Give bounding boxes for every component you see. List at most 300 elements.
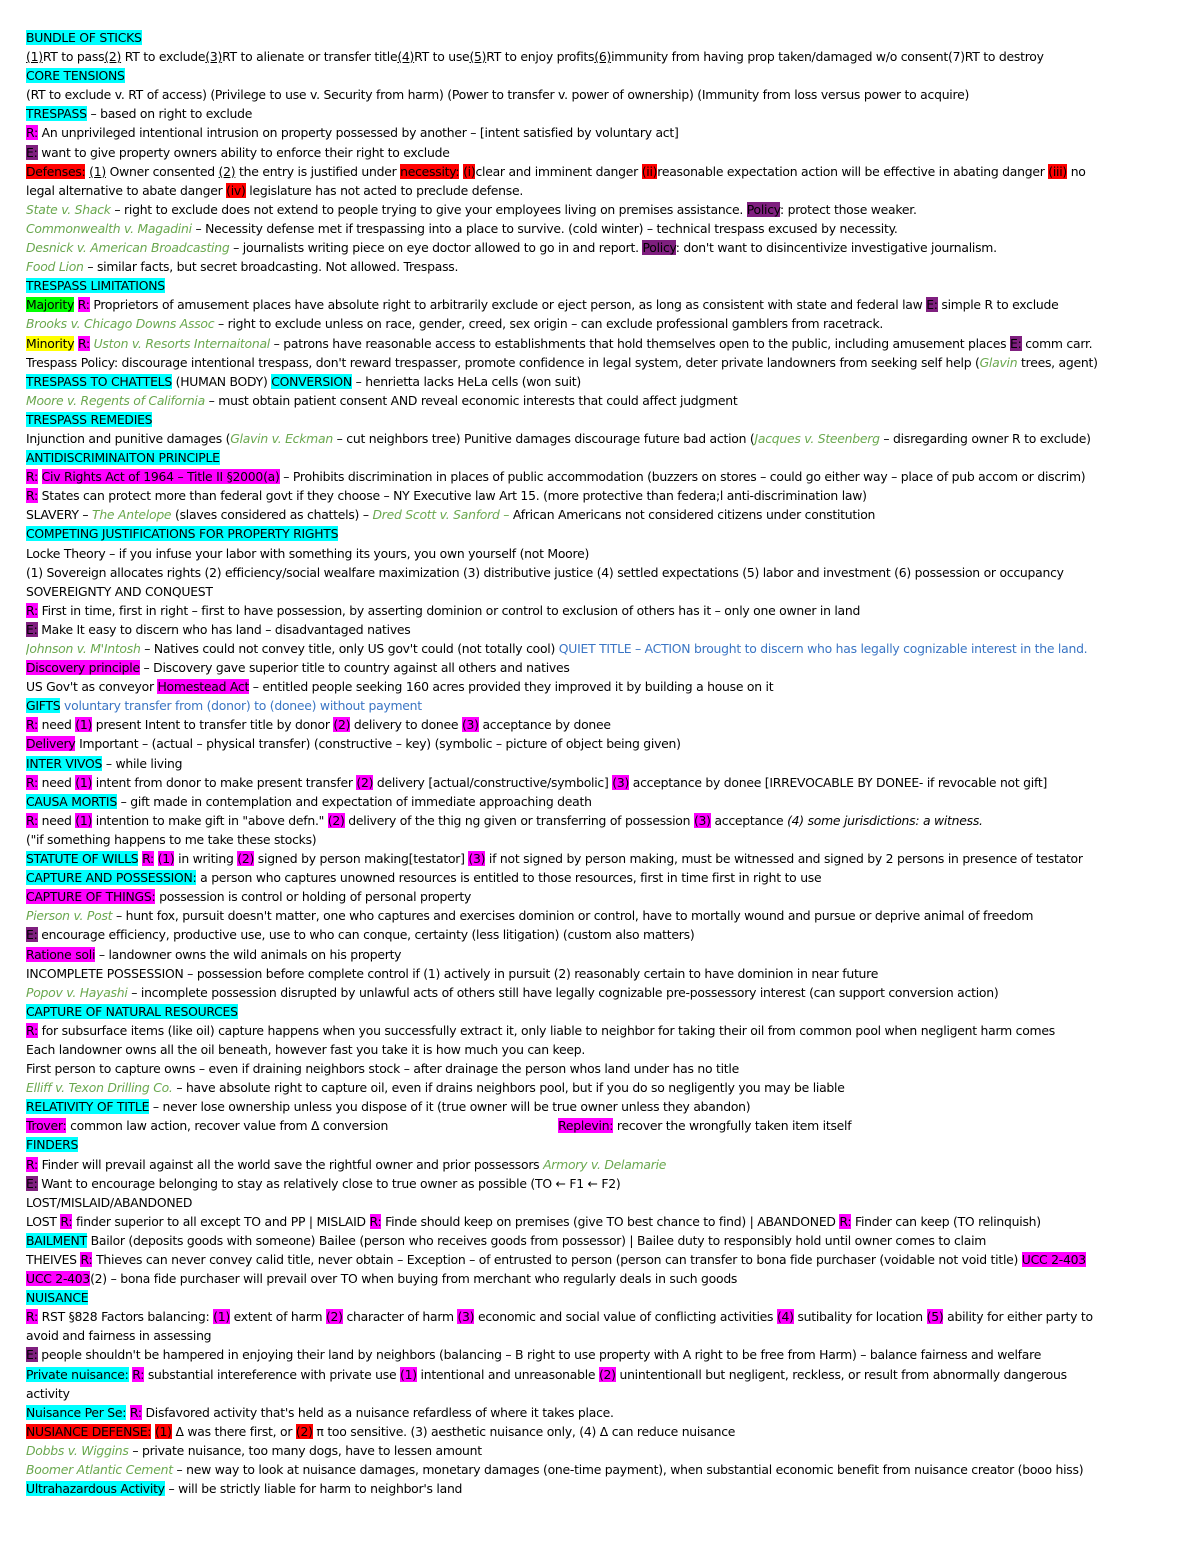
text-run: – cut neighbors tree) Punitive damages discourage future bad action ( bbox=[332, 430, 755, 446]
highlight-label: R: bbox=[26, 774, 38, 790]
text-run: Finde should keep on premises (give TO best chance to find) | ABANDONED bbox=[381, 1213, 840, 1229]
outline-line bbox=[26, 1021, 1176, 1040]
text-run: (2) – bona fide purchaser will prevail over TO when buying from merchant who regularly deals in such goods bbox=[90, 1271, 738, 1287]
text-run: acceptance by donee [IRREVOCABLE BY DONEE- if revocable not gift] bbox=[629, 774, 1048, 790]
section-heading: Ultrahazardous Activity bbox=[26, 1481, 165, 1497]
outline-line bbox=[26, 505, 1176, 524]
section-heading: Private nuisance: bbox=[26, 1366, 129, 1382]
text-run: unintentionall but negligent, reckless, or result from abnormally dangerous bbox=[615, 1366, 1067, 1382]
highlight-label: (3) bbox=[693, 812, 711, 828]
text-run: acceptance by donee bbox=[478, 717, 611, 733]
outline-line bbox=[26, 257, 1176, 276]
text-run: (HUMAN BODY) bbox=[171, 373, 272, 389]
case-name: Johnson v. M'Intosh bbox=[26, 641, 141, 656]
text-run: Δ was there first, or bbox=[171, 1423, 296, 1439]
highlight-label: Policy bbox=[642, 240, 676, 256]
text-run: extent of harm bbox=[229, 1309, 326, 1325]
case-name: Desnick v. American Broadcasting bbox=[26, 240, 230, 256]
outline-line bbox=[26, 1078, 1176, 1097]
highlight-label: (2) bbox=[356, 774, 374, 790]
outline-line bbox=[26, 1212, 1176, 1231]
outline-line bbox=[26, 1422, 1176, 1441]
text-run: encourage efficiency, productive use, use to who can conque, certainty (less litigation) (custom also matters) bbox=[37, 927, 695, 943]
outline-line bbox=[26, 734, 1176, 753]
case-name: Moore v. Regents of California bbox=[26, 392, 205, 408]
outline-line bbox=[26, 1135, 1176, 1154]
case-name: Glavin bbox=[979, 354, 1018, 370]
highlight-label: R: bbox=[77, 297, 90, 313]
text-run: intention to make gift in "above defn." bbox=[92, 812, 328, 828]
text-run: Bailor (deposits goods with someone) Bailee (person who receives goods from possessor) | Bailee duty to responsibly hold until owner comes to claim bbox=[86, 1232, 987, 1248]
highlight-label: (1) bbox=[75, 774, 93, 790]
text-run: legislature has not acted to preclude defense. bbox=[245, 182, 524, 198]
text-run: – landowner owns the wild animals on his property bbox=[95, 946, 402, 962]
text-run: First in time, first in right – first to have possession, by asserting dominion or control to exclusion of others has it – only one owner in land bbox=[37, 602, 861, 618]
outline-line bbox=[26, 601, 1176, 620]
highlight-label: R: bbox=[26, 602, 38, 618]
text-run: Locke Theory – if you infuse your labor with something its yours, you own yourself (not Moore) bbox=[26, 545, 590, 561]
text-run: RT to pass bbox=[42, 49, 105, 65]
text-run: Disfavored activity that's held as a nuisance refardless of where it takes place. bbox=[141, 1404, 614, 1420]
text-run: (1) Sovereign allocates rights (2) efficiency/social wealfare maximization (3) distributive justice (4) settled expectations (5) labor and investment (6) possession or occupancy bbox=[26, 564, 1064, 580]
highlight-label: Policy bbox=[746, 201, 780, 217]
case-name: Glavin v. Eckman bbox=[230, 430, 333, 446]
section-heading: TRESPASS REMEDIES bbox=[26, 411, 153, 427]
outline-line bbox=[26, 1479, 1176, 1498]
outline-line bbox=[26, 1269, 1176, 1288]
case-name: Boomer Atlantic Cement bbox=[26, 1462, 173, 1478]
highlight-label: Trover: bbox=[26, 1118, 67, 1134]
text-run: activity bbox=[26, 1385, 70, 1401]
outline-line bbox=[26, 925, 1176, 944]
outline-line bbox=[26, 47, 1176, 66]
outline-line bbox=[26, 1441, 1176, 1460]
outline-line bbox=[26, 181, 1176, 200]
text-run: – similar facts, but secret broadcasting. Not allowed. Trespass. bbox=[83, 259, 459, 275]
text-run: SLAVERY – bbox=[26, 507, 92, 523]
text-run: – right to exclude unless on race, gender, creed, sex origin – can exclude professional gamblers from racetrack. bbox=[214, 316, 884, 332]
highlight-label: R: bbox=[129, 1404, 142, 1420]
text-run: Important – (actual – physical transfer) (constructive – key) (symbolic – picture of object being given) bbox=[75, 736, 681, 752]
text-run: RT to use bbox=[414, 49, 470, 65]
text-run: for subsurface items (like oil) capture happens when you successfully extract it, only liable to neighbor for taking their oil from common pool when negligent harm comes bbox=[37, 1022, 1055, 1038]
text-run: RT to enjoy profits bbox=[486, 49, 595, 65]
highlight-label: (3) bbox=[468, 851, 486, 867]
outline-line bbox=[26, 658, 1176, 677]
section-heading: ANTIDISCRIMINAITON PRINCIPLE bbox=[26, 450, 220, 466]
text-run: US Gov't as conveyor bbox=[26, 679, 158, 695]
highlight-label: R: bbox=[26, 1022, 38, 1038]
case-name: Elliff v. Texon Drilling Co. bbox=[26, 1080, 173, 1096]
text-run: – incomplete possession disrupted by unlawful acts of others still have legally cognizable pre-possessory interest (can support conversion action) bbox=[127, 984, 999, 1000]
outline-line bbox=[26, 696, 1176, 715]
text-run: (2) bbox=[218, 163, 236, 179]
outline-line bbox=[26, 467, 1176, 486]
outline-line bbox=[26, 295, 1176, 314]
text-run: – right to exclude does not extend to people trying to give your employees living on premises assistance. bbox=[110, 201, 747, 217]
outline-line bbox=[26, 849, 1176, 868]
outline-line bbox=[26, 1403, 1176, 1422]
section-heading: CORE TENSIONS bbox=[26, 68, 125, 84]
case-name: Pierson v. Post bbox=[26, 908, 113, 924]
outline-line bbox=[26, 1345, 1176, 1364]
outline-line bbox=[26, 773, 1176, 792]
text-run: – gift made in contemplation and expectation of immediate approaching death bbox=[116, 793, 592, 809]
highlight-label: (2) bbox=[333, 717, 351, 733]
text-run: π too sensitive. (3) aesthetic nuisance only, (4) Δ can reduce nuisance bbox=[312, 1423, 736, 1439]
highlight-label: (2) bbox=[295, 1423, 313, 1439]
text-run: simple R to exclude bbox=[937, 297, 1059, 313]
outline-line bbox=[26, 486, 1176, 505]
highlight-label: E: bbox=[26, 1347, 38, 1363]
highlight-label: (5) bbox=[926, 1309, 944, 1325]
highlight-label: R: bbox=[132, 1366, 145, 1382]
outline-line bbox=[26, 524, 1176, 543]
outline-line bbox=[26, 544, 1176, 563]
section-heading: CAPTURE AND POSSESSION: bbox=[26, 870, 197, 886]
section-heading: BAILMENT bbox=[26, 1232, 87, 1248]
text-run: trees, agent) bbox=[1017, 354, 1098, 370]
highlight-label: E: bbox=[26, 1175, 38, 1191]
text-run: want to give property owners ability to enforce their right to exclude bbox=[37, 144, 450, 160]
highlight-label: (1) bbox=[75, 812, 93, 828]
outline-line bbox=[26, 1460, 1176, 1479]
section-heading: CAUSA MORTIS bbox=[26, 793, 117, 809]
text-run: – based on right to exclude bbox=[86, 106, 253, 122]
text-run: ("if something happens to me take these stocks) bbox=[26, 831, 317, 847]
outline-line bbox=[26, 792, 1176, 811]
text-run: LOST bbox=[26, 1213, 61, 1229]
text-run: immunity from having prop taken/damaged w/o consent(7)RT to destroy bbox=[611, 49, 1044, 65]
outline-line bbox=[26, 1155, 1176, 1174]
text-run: recover the wrongfully taken item itself bbox=[613, 1118, 852, 1134]
outline-line bbox=[26, 1116, 1176, 1135]
text-run: INCOMPLETE POSSESSION – possession before complete control if (1) actively in pursuit (2) reasonably certain to have dominion in near future bbox=[26, 965, 879, 981]
highlight-label: (iii) bbox=[1048, 163, 1068, 179]
outline-line bbox=[26, 1193, 1176, 1212]
text-run: – private nuisance, too many dogs, have to lessen amount bbox=[128, 1442, 482, 1458]
highlight-label: (1) bbox=[400, 1366, 417, 1382]
highlight-label: Majority bbox=[26, 297, 75, 313]
highlight-label: CAPTURE OF THINGS: bbox=[26, 889, 156, 905]
text-run: Proprietors of amusement places have absolute right to arbitrarily exclude or eject person, as long as consistent with state and federal law bbox=[89, 297, 927, 313]
text-run: (1) bbox=[26, 49, 43, 65]
case-name: Armory v. Delamarie bbox=[543, 1156, 667, 1172]
text-run: present Intent to transfer title by donor bbox=[92, 717, 334, 733]
highlight-label: R: bbox=[839, 1213, 852, 1229]
outline-line bbox=[26, 200, 1176, 219]
outline-line bbox=[26, 448, 1176, 467]
outline-line bbox=[26, 238, 1176, 257]
highlight-label: R: bbox=[26, 125, 38, 141]
highlight-label: R: bbox=[26, 1156, 38, 1172]
highlight-label: necessity: bbox=[400, 163, 460, 179]
text-run: delivery to donee bbox=[350, 717, 462, 733]
section-heading: CAPTURE OF NATURAL RESOURCES bbox=[26, 1003, 238, 1019]
text-run: finder superior to all except TO and PP | MISLAID bbox=[72, 1213, 370, 1229]
text-run: Each landowner owns all the oil beneath, however fast you take it is how much you can keep. bbox=[26, 1041, 586, 1057]
text-run: need bbox=[37, 774, 76, 790]
highlight-label: E: bbox=[26, 927, 38, 943]
outline-line bbox=[26, 906, 1176, 925]
text-run: (1) bbox=[89, 163, 106, 179]
text-run: RST §828 Factors balancing: bbox=[37, 1309, 214, 1325]
text-run: SOVEREIGNTY AND CONQUEST bbox=[26, 583, 213, 599]
text-run: character of harm bbox=[342, 1309, 458, 1325]
outline-line bbox=[26, 1250, 1176, 1269]
highlight-label: (ii) bbox=[641, 163, 658, 179]
text-run: – patrons have reasonable access to establishments that hold themselves open to the public, including amusement places bbox=[269, 335, 1010, 351]
text-run: voluntary transfer from (donor) to (donee) without payment bbox=[60, 698, 422, 714]
outline-line bbox=[26, 715, 1176, 734]
text-run: (4) bbox=[397, 49, 415, 65]
text-run: An unprivileged intentional intrusion on property possessed by another – [intent satisfied by voluntary act] bbox=[37, 125, 679, 141]
text-run: – never lose ownership unless you dispose of it (true owner will be true owner unless they abandon) bbox=[149, 1099, 751, 1115]
text-run: – hunt fox, pursuit doesn't matter, one who captures and exercises dominion or control, have to mortally wound and pursue or deprive animal of freedom bbox=[112, 908, 1034, 924]
text-run: intent from donor to make present transfer bbox=[92, 774, 357, 790]
highlight-label: E: bbox=[926, 297, 938, 313]
outline-line bbox=[26, 219, 1176, 238]
text-run: Finder can keep (TO relinquish) bbox=[851, 1213, 1041, 1229]
text-run: clear and imminent danger bbox=[475, 163, 642, 179]
highlight-label: (3) bbox=[461, 717, 479, 733]
text-run: QUIET TITLE – ACTION brought to discern who has legally cognizable interest in the land. bbox=[558, 641, 1088, 656]
outline-line bbox=[26, 1384, 1176, 1403]
section-heading: TRESPASS bbox=[26, 106, 87, 122]
text-run: (6) bbox=[594, 49, 612, 65]
highlight-label: (3) bbox=[457, 1309, 475, 1325]
text-run: (RT to exclude v. RT of access) (Privilege to use v. Security from harm) (Power to transfer v. power of ownership) (Immunity from loss versus power to acquire) bbox=[26, 87, 970, 103]
highlight-label: (2) bbox=[327, 812, 345, 828]
text-run: a person who captures unowned resources is entitled to those resources, first in time first in right to use bbox=[196, 870, 822, 886]
highlight-label: E: bbox=[1009, 335, 1022, 351]
outline-line bbox=[26, 830, 1176, 849]
outline-line bbox=[26, 1326, 1176, 1345]
case-name: Dobbs v. Wiggins bbox=[26, 1442, 129, 1458]
text-run: – have absolute right to capture oil, even if drains neighbors pool, but if you do so negligently you may be liable bbox=[172, 1080, 845, 1096]
text-run: people shouldn't be hampered in enjoying their land by neighbors (balancing – B right to use property with A right to be free from Harm) – balance fairness and welfare bbox=[37, 1347, 1042, 1363]
text-run: if not signed by person making, must be witnessed and signed by 2 persons in presence of testator bbox=[485, 851, 1083, 867]
highlight-label: Delivery bbox=[26, 736, 76, 752]
outline-line bbox=[26, 868, 1176, 887]
text-run: sutibality for location bbox=[793, 1309, 927, 1325]
case-name: Jacques v. Steenberg bbox=[754, 430, 880, 446]
outline-line bbox=[26, 353, 1176, 372]
text-run: need bbox=[37, 717, 76, 733]
text-run: intentional and unreasonable bbox=[416, 1366, 599, 1382]
text-run: Make It easy to discern who has land – disadvantaged natives bbox=[37, 621, 411, 637]
text-run: African Americans not considered citizens under constitution bbox=[509, 507, 876, 523]
outline-line bbox=[26, 1307, 1176, 1326]
text-run: – new way to look at nuisance damages, monetary damages (one-time payment), when substantial economic benefit from nuisance creator (booo hiss) bbox=[172, 1462, 1084, 1478]
text-run: – Prohibits discrimination in places of public accommodation (buzzers on stores – could go either way – place of pub accom or discrim) bbox=[279, 469, 1086, 485]
outline-line bbox=[26, 1288, 1176, 1307]
outline-line bbox=[26, 1231, 1176, 1250]
outline-line bbox=[26, 334, 1176, 353]
text-run: – must obtain patient consent AND reveal economic interests that could affect judgment bbox=[204, 392, 738, 408]
text-run: the entry is justified under bbox=[235, 163, 401, 179]
highlight-label: E: bbox=[26, 144, 38, 160]
text-run: delivery [actual/constructive/symbolic] bbox=[373, 774, 613, 790]
text-run: reasonable expectation action will be effective in abating danger bbox=[657, 163, 1049, 179]
text-run: economic and social value of conflicting activities bbox=[474, 1309, 777, 1325]
text-run: possession is control or holding of personal property bbox=[155, 889, 472, 905]
highlight-label: UCC 2-403 bbox=[26, 1271, 91, 1287]
text-run: RT to exclude bbox=[121, 49, 206, 65]
outline-line bbox=[26, 66, 1176, 85]
outline-line bbox=[26, 582, 1176, 601]
text-run: legal alternative to abate danger bbox=[26, 182, 227, 198]
outline-line bbox=[26, 811, 1176, 830]
text-run: – will be strictly liable for harm to neighbor's land bbox=[164, 1481, 463, 1497]
text-run: need bbox=[37, 812, 76, 828]
text-run: RT to alienate or transfer title bbox=[222, 49, 398, 65]
text-run: THEIVES bbox=[26, 1252, 81, 1267]
section-heading: RELATIVITY OF TITLE bbox=[26, 1099, 150, 1115]
text-run: comm carr. bbox=[1021, 335, 1093, 351]
outline-line bbox=[26, 1174, 1176, 1193]
section-heading: FINDERS bbox=[26, 1137, 79, 1153]
outline-line bbox=[26, 620, 1176, 639]
text-run: – Necessity defense met if trespassing into a place to survive. (cold winter) – technical trespass excused by necessity. bbox=[191, 220, 898, 236]
highlight-label: R: bbox=[26, 488, 38, 504]
highlight-label: UCC 2-403 bbox=[1021, 1252, 1086, 1267]
highlight-label: R: bbox=[26, 812, 38, 828]
text-run: substantial intereference with private use bbox=[144, 1366, 401, 1382]
outline-line bbox=[26, 887, 1176, 906]
outline-line bbox=[26, 563, 1176, 582]
text-run: (slaves considered as chattels) – bbox=[171, 507, 373, 523]
outline-line bbox=[26, 983, 1176, 1002]
case-name: Brooks v. Chicago Downs Assoc bbox=[26, 316, 215, 332]
outline-line bbox=[26, 1002, 1176, 1021]
highlight-label: R: bbox=[142, 851, 154, 867]
highlight-label: Homestead Act bbox=[157, 679, 250, 695]
text-run: Owner consented bbox=[105, 163, 219, 179]
outline-line bbox=[26, 85, 1176, 104]
highlight-label: R: bbox=[26, 1309, 38, 1325]
highlight-label: Minority bbox=[26, 335, 75, 351]
case-name: Uston v. Resorts Internaitonal bbox=[93, 335, 270, 351]
text-run: – Natives could not convey title, only US gov't could (not totally cool) bbox=[140, 641, 559, 656]
highlight-label: Defenses: bbox=[26, 163, 86, 179]
text-run: ability for either party to bbox=[943, 1309, 1093, 1325]
case-name: State v. Shack bbox=[26, 201, 111, 217]
outline-line bbox=[26, 639, 1176, 658]
text-run: Trespass Policy: discourage intentional trespass, don't reward trespasser, promote confidence in legal system, deter private landowners from seeking self help ( bbox=[26, 354, 980, 370]
case-name: Dred Scott v. Sanford – bbox=[372, 507, 510, 523]
case-name: Commonwealth v. Magadini bbox=[26, 220, 192, 236]
text-run: acceptance bbox=[710, 812, 788, 828]
highlight-label: Replevin: bbox=[558, 1118, 614, 1134]
text-run: no bbox=[1067, 163, 1086, 179]
text-run: : don't want to disincentivize investigative journalism. bbox=[675, 240, 997, 256]
highlight-label: R: bbox=[60, 1213, 73, 1229]
highlight-label: R: bbox=[369, 1213, 382, 1229]
section-heading: INTER VIVOS bbox=[26, 755, 103, 771]
outline-line bbox=[26, 143, 1176, 162]
highlight-label: NUSIANCE DEFENSE: bbox=[26, 1423, 152, 1439]
case-name: Food Lion bbox=[26, 259, 84, 275]
section-heading: STATUTE OF WILLS bbox=[26, 851, 139, 867]
highlight-label: (iv) bbox=[226, 182, 246, 198]
outline-line bbox=[26, 429, 1176, 448]
text-run: First person to capture owns – even if draining neighbors stock – after drainage the person whos land under has no title bbox=[26, 1061, 739, 1077]
outline-line bbox=[26, 28, 1176, 47]
outline-line bbox=[26, 1040, 1176, 1059]
text-run: signed by person making[testator] bbox=[254, 851, 469, 867]
highlight-label: R: bbox=[78, 335, 90, 351]
text-run: Want to encourage belonging to stay as relatively close to true owner as possible (TO ← F1 ← F2) bbox=[37, 1175, 621, 1191]
section-heading: TRESPASS TO CHATTELS bbox=[26, 373, 172, 389]
outline-line bbox=[26, 162, 1176, 181]
outline-line bbox=[26, 314, 1176, 333]
highlight-label: (2) bbox=[598, 1366, 616, 1382]
text-run: LOST/MISLAID/ABANDONED bbox=[26, 1194, 193, 1210]
highlight-label: E: bbox=[26, 621, 38, 637]
text-run: – Discovery gave superior title to country against all others and natives bbox=[139, 660, 570, 676]
outline-line bbox=[26, 104, 1176, 123]
outline-line bbox=[26, 1059, 1176, 1078]
text-run: – while living bbox=[102, 755, 183, 771]
text-run: (3) bbox=[205, 49, 223, 65]
text-run: Finder will prevail against all the world save the rightful owner and prior possessors bbox=[37, 1156, 544, 1172]
highlight-label: (1) bbox=[75, 717, 93, 733]
outline-line bbox=[26, 410, 1176, 429]
section-heading: GIFTS bbox=[26, 698, 61, 714]
outline-line bbox=[26, 123, 1176, 142]
highlight-label: (1) bbox=[157, 851, 175, 867]
section-heading: Nuisance Per Se: bbox=[26, 1404, 127, 1420]
outline-line bbox=[26, 372, 1176, 391]
section-heading: CONVERSION bbox=[271, 373, 352, 389]
outline-line bbox=[26, 964, 1176, 983]
text-run: : protect those weaker. bbox=[780, 201, 917, 217]
outline-line bbox=[26, 754, 1176, 773]
section-heading: BUNDLE OF STICKS bbox=[26, 30, 142, 45]
highlight-label: Ratione soli bbox=[26, 946, 96, 962]
outline-line bbox=[26, 391, 1176, 410]
highlight-label: (1) bbox=[154, 1423, 172, 1439]
highlight-label: (2) bbox=[325, 1309, 343, 1325]
text-run: avoid and fairness in assessing bbox=[26, 1328, 212, 1344]
outline-line bbox=[26, 945, 1176, 964]
section-heading: COMPETING JUSTIFICATIONS FOR PROPERTY RIGHTS bbox=[26, 526, 339, 542]
highlight-label: Discovery principle bbox=[26, 660, 140, 676]
section-heading: TRESPASS LIMITATIONS bbox=[26, 278, 165, 294]
section-heading: NUISANCE bbox=[26, 1290, 89, 1306]
highlight-label: R: bbox=[80, 1252, 93, 1267]
text-run: (4) some jurisdictions: a witness. bbox=[787, 812, 983, 828]
outline-document bbox=[26, 28, 1176, 1498]
highlight-label: (3) bbox=[612, 774, 630, 790]
text-run: in writing bbox=[174, 851, 238, 867]
text-run: – disregarding owner R to exclude) bbox=[879, 430, 1091, 446]
highlight-label: (2) bbox=[237, 851, 255, 867]
text-run: Thieves can never convey calid title, never obtain – Exception – of entrusted to person (person can transfer to bona fide purchaser (voidable not void title) bbox=[92, 1252, 1022, 1267]
highlight-label: R: bbox=[26, 469, 38, 485]
highlight-label: Civ Rights Act of 1964 – Title II §2000(a) bbox=[41, 469, 280, 485]
case-name: Popov v. Hayashi bbox=[26, 984, 128, 1000]
text-run: States can protect more than federal govt if they choose – NY Executive law Art 15. (more protective than federa;l anti-discrimination law) bbox=[37, 488, 867, 504]
highlight-label: R: bbox=[26, 717, 38, 733]
text-run: (5) bbox=[469, 49, 487, 65]
highlight-label: (i) bbox=[463, 163, 476, 179]
outline-line bbox=[26, 1365, 1176, 1384]
text-run: Injunction and punitive damages ( bbox=[26, 430, 231, 446]
text-run: common law action, recover value from Δ conversion bbox=[66, 1118, 389, 1134]
text-run: – henrietta lacks HeLa cells (won suit) bbox=[351, 373, 581, 389]
